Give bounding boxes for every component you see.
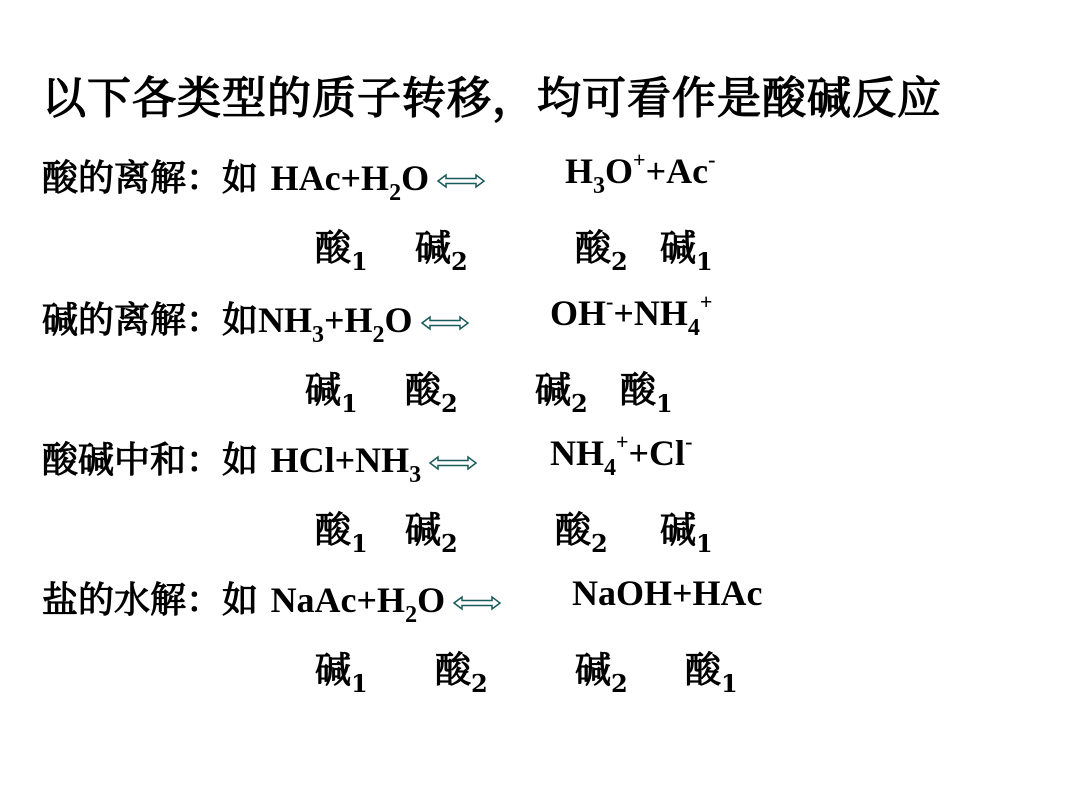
role-text: 酸 xyxy=(685,649,722,691)
superscript: + xyxy=(633,147,646,172)
double-arrow-icon xyxy=(437,173,485,189)
formula-text: O xyxy=(417,580,446,620)
example-prefix: 如 xyxy=(222,439,271,481)
role-text: 碱 xyxy=(660,227,697,269)
reaction-type-label: 碱的离解： xyxy=(42,299,223,341)
subscript: 4 xyxy=(604,455,616,481)
role-label xyxy=(435,642,488,698)
formula-text: HAc+H xyxy=(270,158,390,198)
products xyxy=(550,289,713,341)
products xyxy=(565,147,716,199)
role-label xyxy=(575,642,628,698)
formula-text: OH xyxy=(550,293,607,333)
formula-text: O xyxy=(401,158,430,198)
role-label xyxy=(415,220,468,276)
subscript: 2 xyxy=(405,602,418,628)
superscript: - xyxy=(685,429,693,454)
formula-text: NaOH+HAc xyxy=(572,573,763,613)
equation-row xyxy=(42,150,493,206)
reactants xyxy=(258,300,413,348)
role-index: 2 xyxy=(471,669,488,698)
role-index: 1 xyxy=(341,389,358,418)
formula-text: HCl+NH xyxy=(270,440,410,480)
role-text: 碱 xyxy=(535,369,572,411)
subscript: 4 xyxy=(687,315,700,341)
role-text: 碱 xyxy=(660,509,697,551)
subscript: 2 xyxy=(372,322,385,348)
reaction-type-label: 酸碱中和： xyxy=(42,439,223,481)
role-index: 2 xyxy=(451,247,468,276)
equation-row xyxy=(42,572,509,628)
formula-text: H xyxy=(565,151,594,191)
reactants xyxy=(270,440,422,488)
subscript: 2 xyxy=(389,180,402,206)
reactants xyxy=(270,158,430,206)
role-index: 1 xyxy=(351,529,368,558)
role-index: 2 xyxy=(611,247,628,276)
role-label xyxy=(575,220,628,276)
superscript: - xyxy=(606,289,614,314)
superscript: - xyxy=(708,147,716,172)
role-index: 1 xyxy=(351,669,368,698)
role-index: 2 xyxy=(571,389,588,418)
role-label xyxy=(315,502,368,558)
equation-row xyxy=(42,432,485,488)
role-text: 酸 xyxy=(620,369,657,411)
role-text: 碱 xyxy=(405,509,442,551)
slide-title: 以下各类型的质子转移，均可看作是酸碱反应 xyxy=(42,73,942,124)
role-label xyxy=(685,642,738,698)
role-text: 酸 xyxy=(555,509,592,551)
role-label xyxy=(535,362,588,418)
formula-text: +Cl xyxy=(628,433,686,473)
reactants xyxy=(270,580,446,628)
role-label xyxy=(620,362,673,418)
role-text: 酸 xyxy=(435,649,472,691)
role-index: 1 xyxy=(656,389,673,418)
role-index: 2 xyxy=(441,389,458,418)
role-label xyxy=(315,642,368,698)
products xyxy=(550,429,693,481)
example-prefix: 如 xyxy=(222,299,259,341)
superscript: + xyxy=(699,289,713,314)
role-index: 2 xyxy=(441,529,458,558)
subscript: 3 xyxy=(312,322,325,348)
role-label xyxy=(305,362,358,418)
role-text: 酸 xyxy=(575,227,612,269)
example-prefix: 如 xyxy=(222,579,271,621)
role-text: 碱 xyxy=(315,649,352,691)
role-index: 2 xyxy=(591,529,608,558)
products xyxy=(572,572,763,614)
example-prefix: 如 xyxy=(222,157,271,199)
formula-text: O xyxy=(384,300,413,340)
formula-text: NH xyxy=(550,433,604,473)
role-label xyxy=(405,362,458,418)
formula-text: +NH xyxy=(613,293,688,333)
role-text: 碱 xyxy=(305,369,342,411)
role-index: 2 xyxy=(611,669,628,698)
double-arrow-icon xyxy=(429,455,477,471)
formula-text: O xyxy=(605,151,634,191)
subscript: 3 xyxy=(593,173,606,199)
role-text: 酸 xyxy=(315,227,352,269)
role-label xyxy=(555,502,608,558)
superscript: + xyxy=(616,429,629,454)
role-label xyxy=(405,502,458,558)
role-text: 酸 xyxy=(315,509,352,551)
role-label xyxy=(660,220,713,276)
double-arrow-icon xyxy=(421,315,469,331)
role-text: 酸 xyxy=(405,369,442,411)
role-index: 1 xyxy=(696,247,713,276)
role-text: 碱 xyxy=(575,649,612,691)
equation-row xyxy=(42,292,477,348)
role-index: 1 xyxy=(721,669,738,698)
role-label xyxy=(315,220,368,276)
formula-text: NaAc+H xyxy=(270,580,406,620)
double-arrow-icon xyxy=(453,595,501,611)
formula-text: +Ac xyxy=(645,151,709,191)
role-index: 1 xyxy=(351,247,368,276)
formula-text: NH xyxy=(258,300,313,340)
role-text: 碱 xyxy=(415,227,452,269)
subscript: 3 xyxy=(409,462,422,488)
reaction-type-label: 盐的水解： xyxy=(42,579,223,621)
reaction-type-label: 酸的离解： xyxy=(42,157,223,199)
role-index: 1 xyxy=(696,529,713,558)
role-label xyxy=(660,502,713,558)
formula-text: +H xyxy=(324,300,373,340)
